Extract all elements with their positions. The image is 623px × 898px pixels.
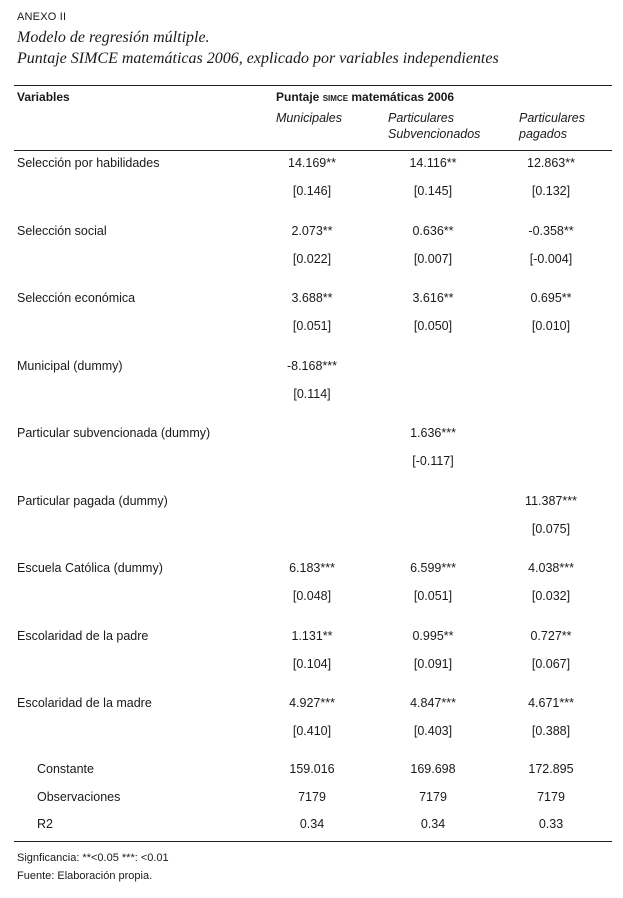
se-cell: [0.410]	[292, 724, 332, 738]
coef-cell: 1.636***	[410, 426, 456, 440]
row-label: Selección social	[17, 224, 107, 238]
title-line-2-post: matemáticas 2006, explicado por variables independientes	[117, 50, 499, 67]
header-variables: Variables	[17, 90, 70, 104]
header-group-post: matemáticas 2006	[348, 90, 455, 104]
coef-cell: 3.616**	[412, 291, 454, 305]
se-cell: [0.067]	[531, 657, 571, 671]
se-cell: [0.010]	[531, 319, 571, 333]
footnote-source: Fuente: Elaboración propia.	[17, 870, 153, 882]
se-cell: [0.145]	[413, 184, 453, 198]
se-cell: [0.091]	[413, 657, 453, 671]
se-cell: [0.104]	[292, 657, 332, 671]
coef-cell: 1.131**	[291, 629, 333, 643]
col2-label-a: Particulares	[388, 111, 454, 125]
col-header-subvencionados	[388, 110, 480, 142]
se-cell: [0.051]	[413, 589, 453, 603]
header-group-sc: simce	[322, 90, 349, 104]
se-cell: [0.388]	[531, 724, 571, 738]
se-cell: [0.022]	[292, 252, 332, 266]
row-label: Particular subvencionada (dummy)	[17, 426, 211, 440]
coef-cell: 0.727**	[530, 629, 572, 643]
row-label: Escuela Católica (dummy)	[17, 561, 163, 575]
coef-cell: -0.358**	[528, 224, 574, 238]
se-cell: [0.050]	[413, 319, 453, 333]
col1-label: Municipales	[276, 111, 343, 125]
stat-cell: 172.895	[528, 762, 574, 776]
stat-cell: 7179	[298, 790, 326, 804]
header-rule	[14, 150, 612, 151]
coef-cell: 2.073**	[291, 224, 333, 238]
se-cell: [0.048]	[292, 589, 332, 603]
stat-cell: 159.016	[289, 762, 335, 776]
stat-label: R2	[37, 817, 53, 831]
col-header-pagados	[519, 110, 585, 142]
top-rule	[14, 85, 612, 86]
title-line-2-sc: SIMCE	[70, 50, 118, 67]
row-label: Selección por habilidades	[17, 156, 160, 170]
annex-label: ANEXO II	[17, 11, 67, 23]
coef-cell: 6.599***	[410, 561, 456, 575]
stat-cell: 7179	[419, 790, 447, 804]
row-label: Municipal (dummy)	[17, 359, 123, 373]
coef-cell: 0.995**	[412, 629, 454, 643]
se-cell: [0.007]	[413, 252, 453, 266]
coef-cell: 4.927***	[289, 696, 335, 710]
coef-cell: 11.387***	[525, 494, 577, 508]
table-title	[17, 27, 499, 69]
col-header-municipales	[276, 110, 342, 126]
stat-cell: 0.33	[538, 817, 564, 831]
coef-cell: 14.116**	[409, 156, 457, 170]
coef-cell: 4.847***	[410, 696, 456, 710]
se-cell: [0.403]	[413, 724, 453, 738]
coef-cell: 0.636**	[412, 224, 454, 238]
coef-cell: 4.671***	[528, 696, 574, 710]
coef-cell: 12.863**	[527, 156, 575, 170]
se-cell: [0.032]	[531, 589, 571, 603]
stat-cell: 0.34	[299, 817, 325, 831]
coef-cell: 3.688**	[291, 291, 333, 305]
title-line-1: Modelo de regresión múltiple.	[17, 29, 210, 46]
col3-label-b: pagados	[519, 127, 567, 141]
coef-cell: -8.168***	[286, 359, 338, 373]
stat-cell: 169.698	[410, 762, 456, 776]
se-cell: [0.132]	[531, 184, 571, 198]
coef-cell: 0.695**	[530, 291, 572, 305]
row-label: Selección económica	[17, 291, 136, 305]
col2-label-b: Subvencionados	[388, 127, 481, 141]
se-cell: [0.114]	[293, 387, 331, 401]
header-group	[276, 90, 454, 104]
bottom-rule	[14, 841, 612, 842]
se-cell: [0.051]	[292, 319, 332, 333]
header-group-pre: Puntaje	[276, 90, 323, 104]
se-cell: [0.075]	[531, 522, 571, 536]
coef-cell: 6.183***	[289, 561, 335, 575]
row-label: Escolaridad de la padre	[17, 629, 149, 643]
se-cell: [-0.117]	[412, 454, 454, 468]
se-cell: [-0.004]	[529, 252, 573, 266]
stat-label: Constante	[37, 762, 94, 776]
row-label: Particular pagada (dummy)	[17, 494, 168, 508]
title-line-2-pre: Puntaje	[17, 50, 71, 67]
stat-cell: 7179	[537, 790, 565, 804]
row-label: Escolaridad de la madre	[17, 696, 152, 710]
coef-cell: 4.038***	[528, 561, 574, 575]
se-cell: [0.146]	[292, 184, 332, 198]
col3-label-a: Particulares	[519, 111, 585, 125]
title-line-2	[17, 48, 499, 69]
stat-cell: 0.34	[420, 817, 446, 831]
stat-label: Observaciones	[37, 790, 121, 804]
coef-cell: 14.169**	[288, 156, 336, 170]
footnote-significance: Signficancia: **<0.05 ***: <0.01	[17, 852, 169, 864]
